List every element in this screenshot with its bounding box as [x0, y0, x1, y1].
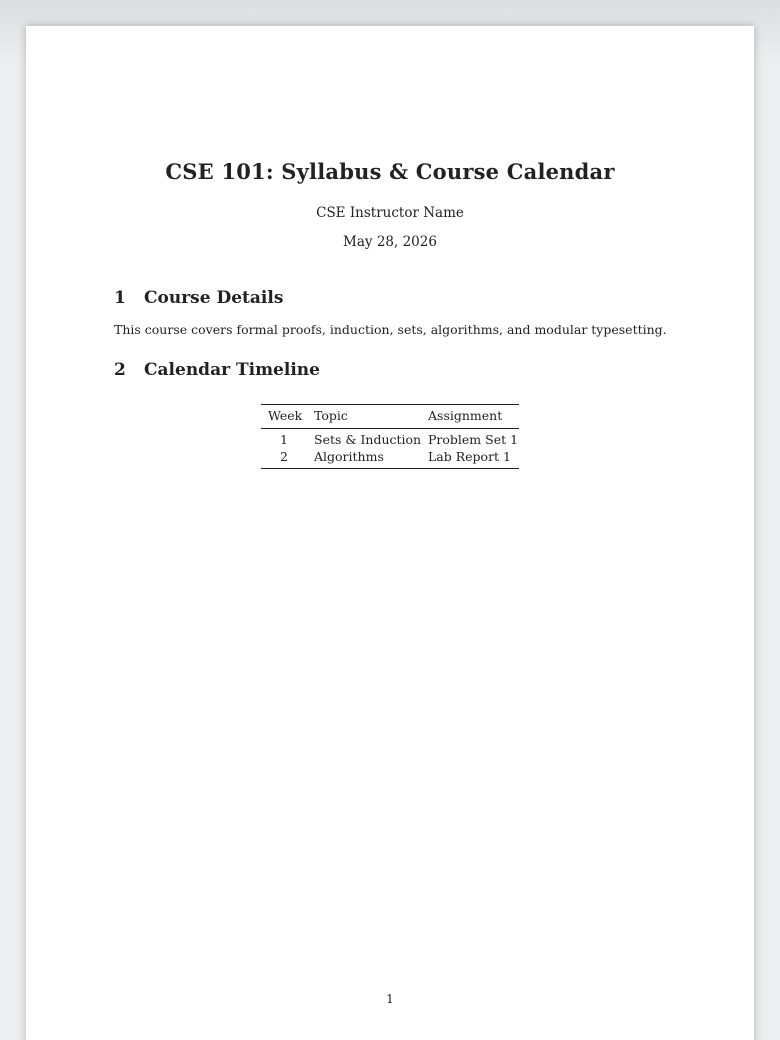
section-title: Calendar Timeline — [144, 360, 320, 380]
header-topic: Topic — [314, 408, 348, 423]
table-row — [261, 431, 519, 448]
section-heading-course-details — [114, 288, 283, 308]
header-week: Week — [268, 408, 303, 423]
cell-topic: Algorithms — [314, 449, 384, 464]
section-heading-calendar-timeline — [114, 360, 320, 380]
section-number: 1 — [114, 288, 126, 308]
cell-topic: Sets & Induction — [314, 432, 422, 447]
cell-week: 2 — [280, 449, 288, 464]
cell-assignment: Problem Set 1 — [428, 432, 519, 447]
cell-assignment: Lab Report 1 — [428, 449, 511, 464]
document-page — [26, 26, 754, 1040]
course-details-paragraph: This course covers formal proofs, induction, sets, algorithms, and modular typesetting. — [114, 322, 667, 337]
cell-week: 1 — [280, 432, 288, 447]
document-author: CSE Instructor Name — [316, 205, 464, 221]
calendar-table — [261, 404, 519, 469]
header-assignment: Assignment — [428, 408, 503, 423]
page-number: 1 — [386, 992, 394, 1006]
section-title: Course Details — [144, 288, 284, 308]
table-row — [261, 448, 519, 465]
document-title: CSE 101: Syllabus & Course Calendar — [165, 159, 615, 184]
document-date: May 28, 2026 — [343, 234, 437, 250]
section-number: 2 — [114, 360, 126, 380]
table-header-row — [261, 405, 519, 429]
